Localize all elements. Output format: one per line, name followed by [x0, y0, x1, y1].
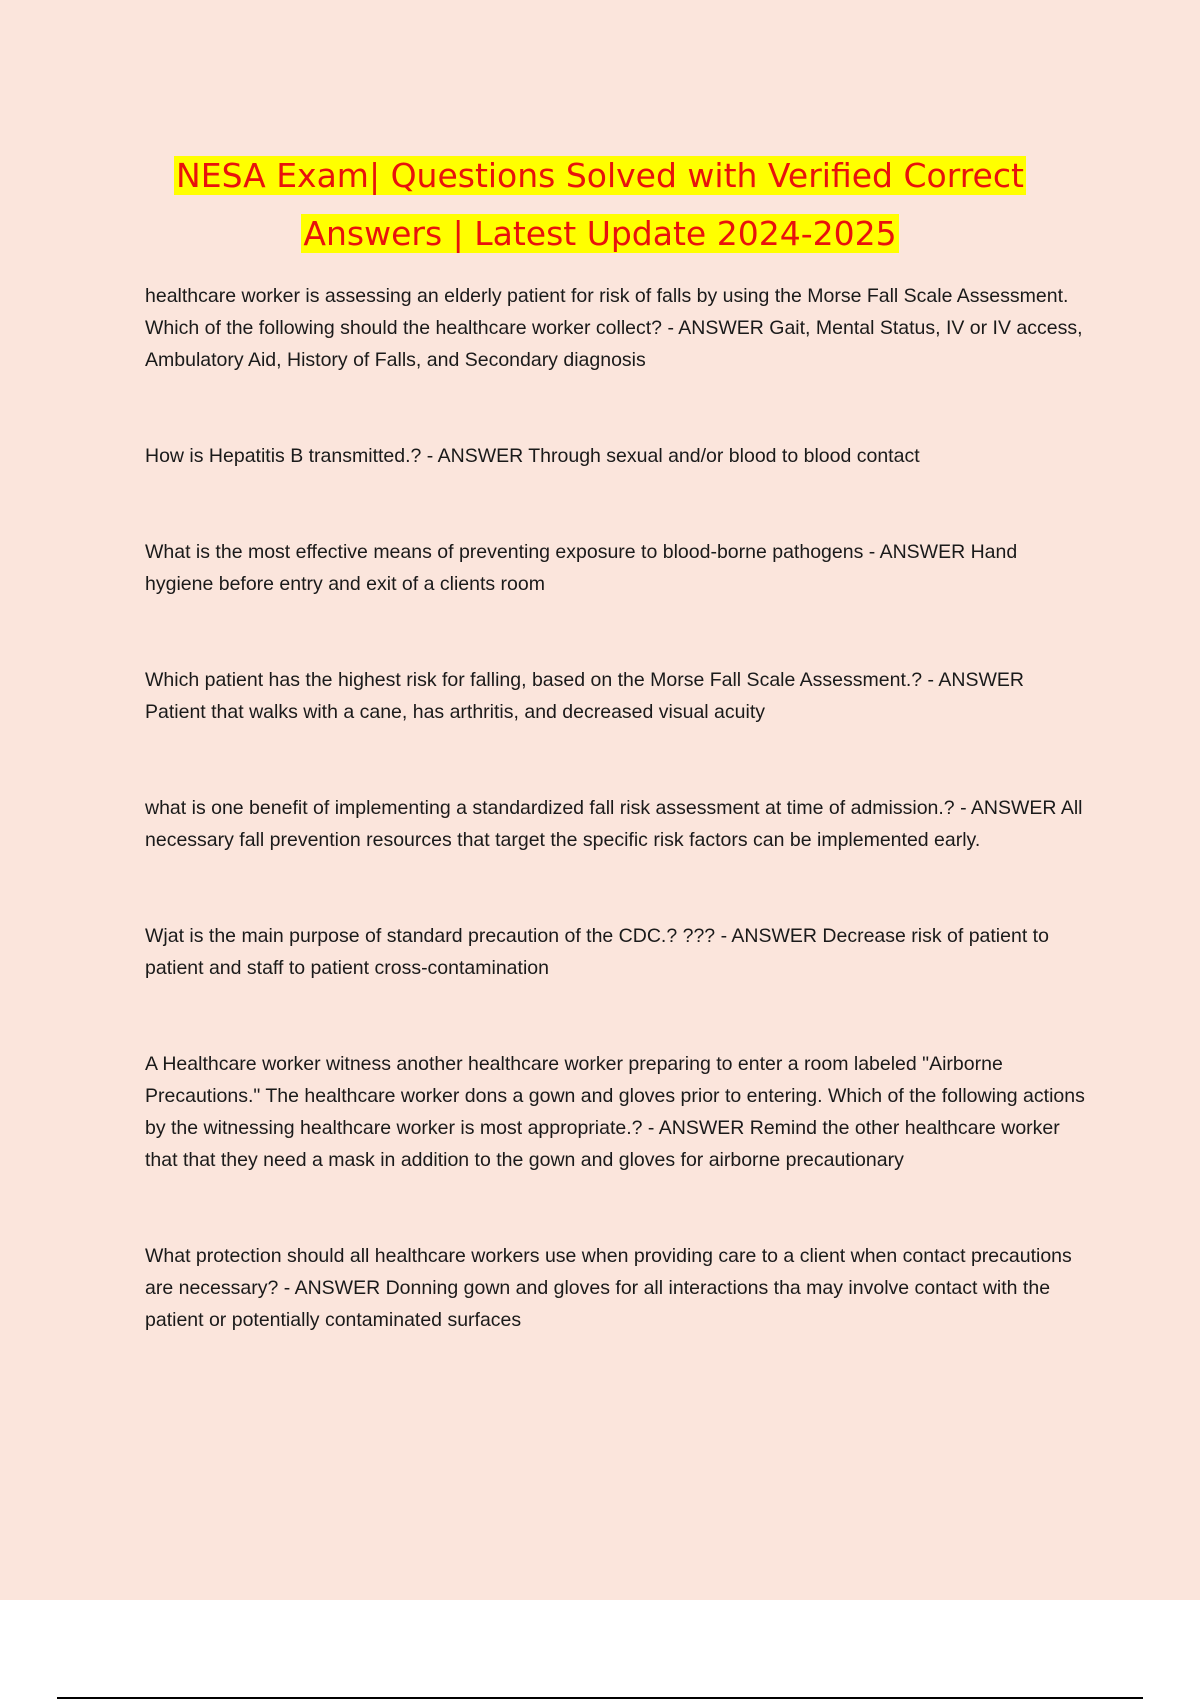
title-highlight-2: Answers | Latest Update 2024-2025	[303, 214, 897, 253]
footer-divider	[57, 1697, 1143, 1699]
title-line-2	[0, 205, 1200, 263]
qa-item-6: Wjat is the main purpose of standard precaution of the CDC.? ??? - ANSWER Decrease risk of patient to patient and staff to patient cross-contamination	[145, 925, 1049, 979]
qa-item-4: Which patient has the highest risk for falling, based on the Morse Fall Scale Assessment.? - ANSWER Patient that walks with a cane, has arthritis, and decreased visual acuity	[145, 669, 1024, 723]
qa-list	[145, 280, 1085, 1400]
title-highlight-1: NESA Exam| Questions Solved with Verified Correct	[176, 156, 1024, 195]
qa-item-1: healthcare worker is assessing an elderly patient for risk of falls by using the Morse Fall Scale Assessment. Which of the following should the healthcare worker collect? - ANSWER Gait, Mental Status, IV or IV access, Ambulatory Aid, History of Falls, and Secondary diagnosis	[145, 285, 1083, 371]
qa-item-3: What is the most effective means of preventing exposure to blood-borne pathogens - ANSWER Hand hygiene before entry and exit of a clients room	[145, 541, 1018, 595]
qa-item-5: what is one benefit of implementing a standardized fall risk assessment at time of admission.? - ANSWER All necessary fall prevention resources that target the specific risk factors can be implemented early.	[145, 797, 1083, 851]
title-line-1	[0, 147, 1200, 205]
qa-item-7: A Healthcare worker witness another healthcare worker preparing to enter a room labeled "Airborne Precautions." The healthcare worker dons a gown and gloves prior to entering. Which of the following actions by the witnessing healthcare worker is most appropriate.? - ANSWER Remind the other healthcare worker that that they need a mask in addition to the gown and gloves for airborne precautionary	[145, 1053, 1085, 1171]
document-title	[0, 147, 1200, 263]
qa-item-8: What protection should all healthcare workers use when providing care to a client when contact precautions are necessary? - ANSWER Donning gown and gloves for all interactions tha may involve contact with the patient or potentially contaminated surfaces	[145, 1245, 1072, 1331]
qa-item-2: How is Hepatitis B transmitted.? - ANSWER Through sexual and/or blood to blood contact	[145, 445, 920, 467]
